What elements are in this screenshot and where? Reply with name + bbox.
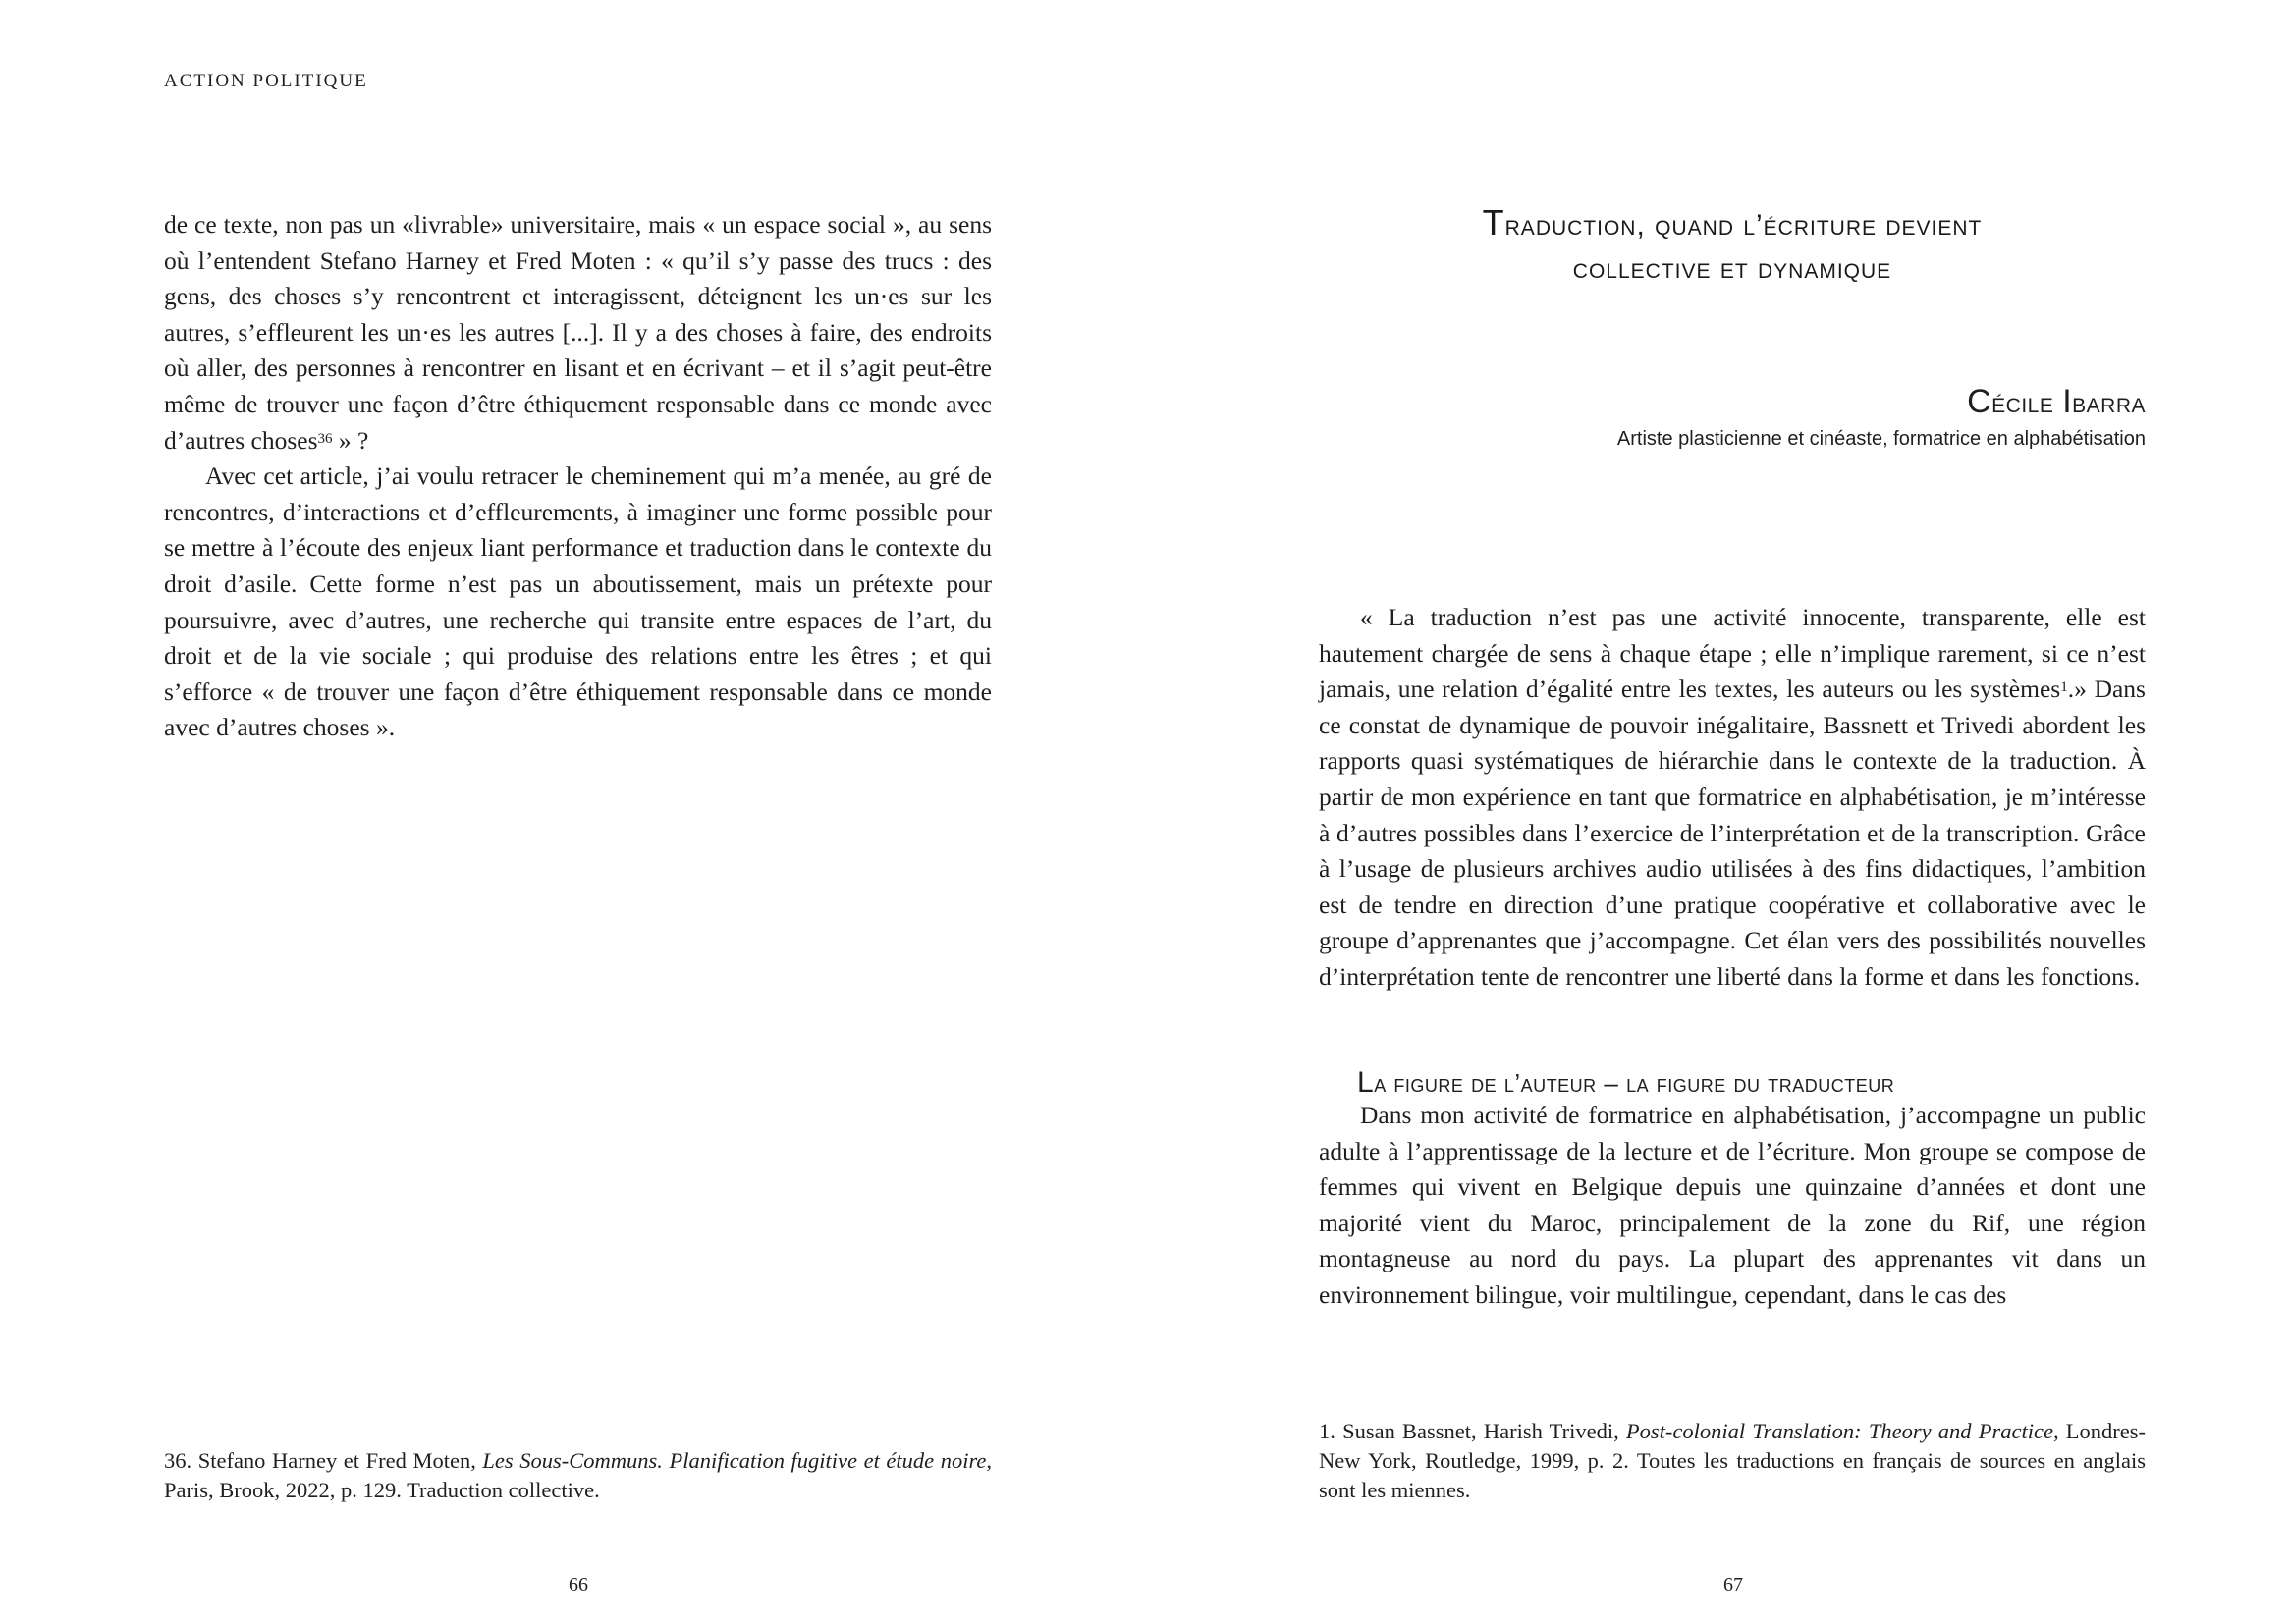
footnote-book-title: Post-colonial Translation: Theory and Practice	[1625, 1419, 2053, 1443]
footnote-reference[interactable]: 36	[317, 430, 333, 447]
footnote-reference[interactable]: 1	[2060, 679, 2068, 696]
page-number-right: 67	[1723, 1574, 1743, 1596]
right-footnote: 1. Susan Bassnet, Harish Trivedi, Post-colonial Translation: Theory and Practice, Londres-New York, Routledge, 1999, p. 2. Toutes les traductions en français de sources en anglais sont les miennes.	[1319, 1419, 2146, 1502]
running-head: ACTION POLITIQUE	[164, 71, 368, 91]
left-page-body	[164, 207, 992, 746]
left-footnote: 36. Stefano Harney et Fred Moten, Les Sous-Communs. Planification fugitive et étude noire, Paris, Brook, 2022, p. 129. Traduction collective.	[164, 1448, 992, 1502]
footnote-book-title: Les Sous-Communs. Planification fugitive et étude noire	[482, 1448, 987, 1473]
section-subheading: La figure de l’auteur – la figure du traducteur	[1357, 1066, 1895, 1099]
author-name: Cécile Ibarra	[1967, 383, 2146, 420]
paragraph: Avec cet article, j’ai voulu retracer le cheminement qui m’a menée, au gré de rencontres, d’interactions et d’effleurements, à imaginer une forme possible pour se mettre à l’écoute des enjeux liant performance et traduction dans le contexte du droit d’asile. Cette forme n’est pas un aboutissement, mais un prétexte pour poursuivre, avec d’autres, une recherche qui transite entre espaces de l’art, du droit et de la vie sociale ; qui produise des relations entre les êtres ; et qui s’efforce « de trouver une façon d’être éthiquement responsable dans ce monde avec d’autres choses ».	[164, 461, 992, 742]
author-affiliation: Artiste plasticienne et cinéaste, formatrice en alphabétisation	[1616, 428, 2146, 450]
page-number-left: 66	[569, 1574, 588, 1596]
section-paragraph: Dans mon activité de formatrice en alphabétisation, j’accompagne un public adulte à l’apprentissage de la lecture et de l’écriture. Mon groupe se compose de femmes qui vivent en Belgique depuis une quinzaine d’années et dont une majorité vient du Maroc, principalement de la zone du Rif, une région montagneuse au nord du pays. La plupart des apprenantes vit dans un environnement bilingue, voir multilingue, cependant, dans le cas des	[1319, 1101, 2146, 1309]
paragraph: de ce texte, non pas un «livrable» universitaire, mais « un espace social », au sens où l’entendent Stefano Harney et Fred Moten : « qu’il s’y passe des trucs : des gens, des choses s’y rencontrent et interagissent, déteignent les un·es sur les autres, s’effleurent les un·es les autres [...]. Il y a des choses à faire, des endroits où aller, des personnes à rencontrer en lisant et en écrivant – et il s’agit peut-être même de trouver une façon d’être éthiquement responsable dans ce monde avec d’autres choses$^{36}$ » ?	[164, 210, 992, 455]
article-title: Traduction, quand l’écriture devient collective et dynamique	[1482, 202, 1983, 285]
intro-paragraph: « La traduction n’est pas une activité innocente, transparente, elle est hautement chargée de sens à chaque étape ; elle n’implique rarement, si ce n’est jamais, une relation d’égalité entre les textes, les auteurs ou les systèmes$^1$.» Dans ce constat de dynamique de pouvoir inégalitaire, Bassnett et Trivedi abordent les rapports quasi systématiques de hiérarchie dans le contexte de la traduction. À partir de mon expérience en tant que formatrice en alphabétisation, je m’intéresse à d’autres possibles dans l’exercice de l’interprétation et de la transcription. Grâce à l’usage de plusieurs archives audio utilisées à des fins didactiques, l’ambition est de tendre en direction d’une pratique coopérative et collaborative avec le groupe d’apprenantes que j’accompagne. Cet élan vers des possibilités nouvelles d’interprétation tente de rencontrer une liberté dans la forme et dans les fonctions.	[1319, 603, 2146, 991]
